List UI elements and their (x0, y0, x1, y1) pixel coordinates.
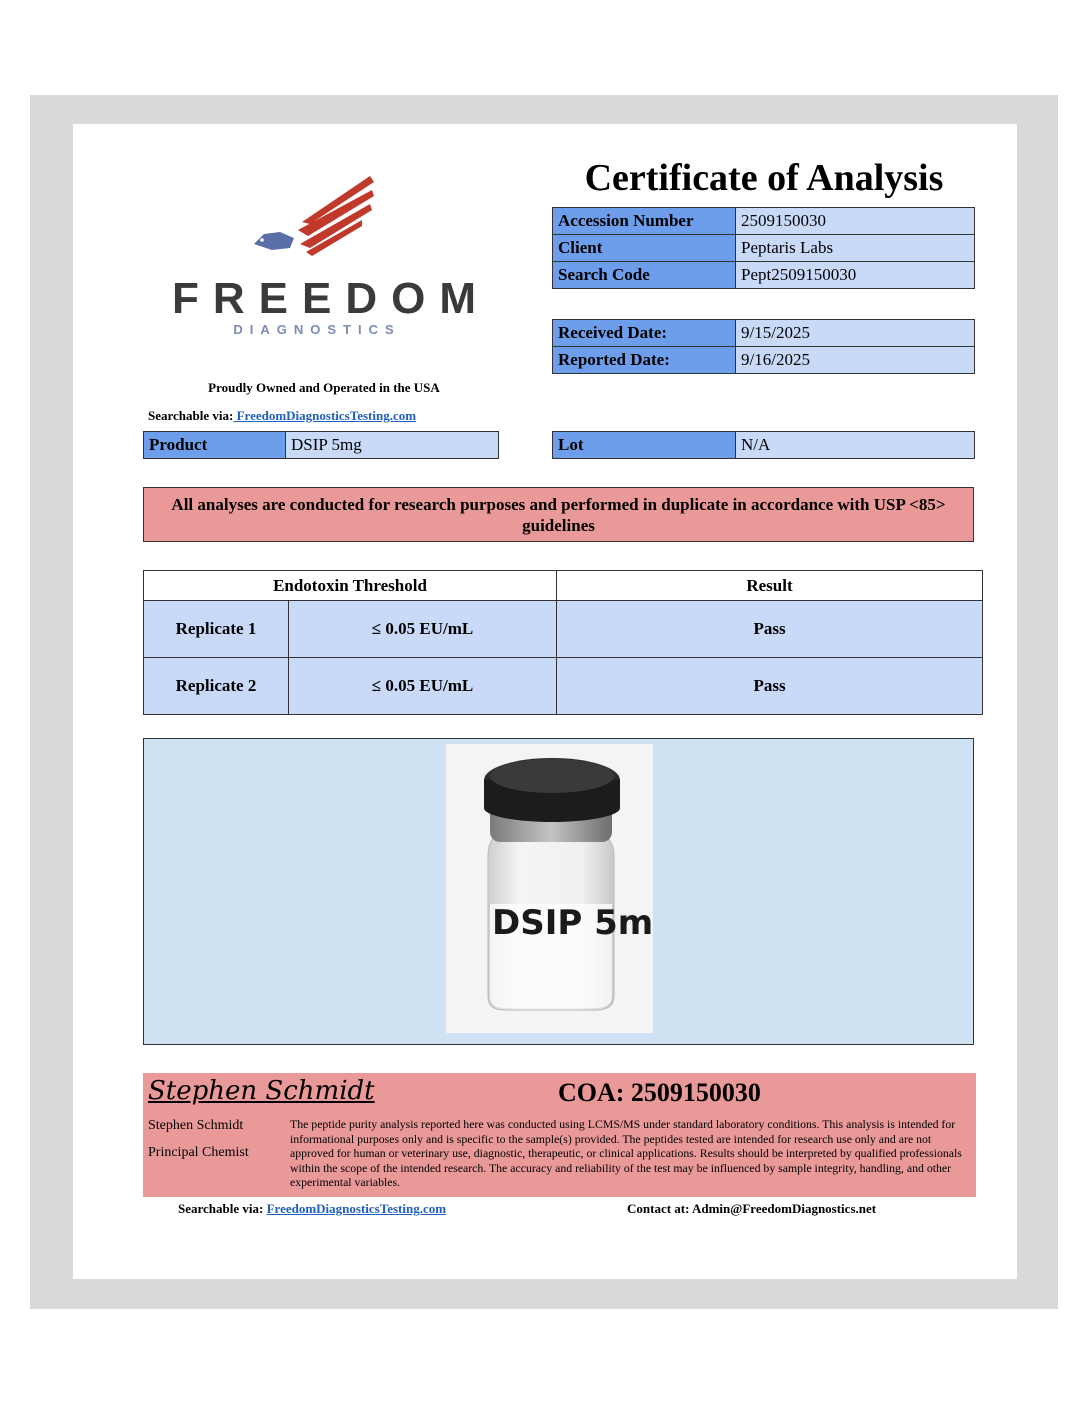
threshold-header: Endotoxin Threshold (144, 571, 557, 601)
eagle-flag-logo-icon (250, 172, 380, 262)
searchable-bottom (178, 1201, 446, 1217)
results-table (143, 570, 983, 715)
dates-table (552, 319, 975, 374)
product-label: Product (144, 432, 286, 459)
lot-label: Lot (553, 432, 736, 459)
lot-value: N/A (736, 432, 975, 459)
reported-value: 9/16/2025 (736, 347, 975, 374)
product-table (143, 431, 499, 459)
reported-label: Reported Date: (553, 347, 736, 374)
vial-label: DSIP 5m (492, 903, 653, 943)
signature: Stephen Schmidt (148, 1076, 375, 1106)
lot-table (552, 431, 975, 459)
signer-name: Stephen Schmidt (148, 1118, 244, 1133)
vial-photo (446, 744, 653, 1033)
threshold-cell: ≤ 0.05 EU/mL (289, 601, 557, 658)
accession-label: Accession Number (553, 208, 736, 235)
accession-value: 2509150030 (736, 208, 975, 235)
usp-notice: All analyses are conducted for research purposes and performed in duplicate in accordance with USP <85> guidelines (143, 487, 974, 542)
threshold-cell: ≤ 0.05 EU/mL (289, 658, 557, 715)
product-value: DSIP 5mg (286, 432, 499, 459)
logo-subtitle: DIAGNOSTICS (233, 322, 401, 337)
result-cell: Pass (557, 601, 983, 658)
owned-text: Proudly Owned and Operated in the USA (208, 380, 440, 395)
search-code-value: Pept2509150030 (736, 262, 975, 289)
logo-wordmark: FREEDOM (172, 274, 490, 323)
received-label: Received Date: (553, 320, 736, 347)
searchable-link[interactable]: FreedomDiagnosticsTesting.com (233, 408, 417, 423)
searchable-bottom-link[interactable]: FreedomDiagnosticsTesting.com (266, 1201, 447, 1216)
search-code-label: Search Code (553, 262, 736, 289)
signer-role: Principal Chemist (148, 1145, 249, 1160)
table-row (144, 658, 983, 715)
client-value: Peptaris Labs (736, 235, 975, 262)
searchable-label: Searchable via: (148, 408, 234, 423)
replicate-cell: Replicate 2 (144, 658, 289, 715)
client-label: Client (553, 235, 736, 262)
table-row (144, 601, 983, 658)
searchable-top (148, 408, 416, 424)
searchable-bottom-label: Searchable via: (178, 1201, 264, 1216)
disclaimer: The peptide purity analysis reported here was conducted using LCMS/MS under standard laboratory conditions. This analysis is intended for informational purposes only and is specific to the sample(s) provided. The peptides tested are intended for research use only and are not approved for human or veterinary use, diagnostic, therapeutic, or clinical applications. Results should be interpreted by qualified professionals within the scope of the intended research. The accuracy and reliability of the test may be influenced by sample integrity, handling, and other experimental variables. (290, 1117, 962, 1190)
page-title: Certificate of Analysis (584, 157, 944, 199)
coa-number: COA: 2509150030 (558, 1078, 761, 1107)
result-cell: Pass (557, 658, 983, 715)
received-value: 9/15/2025 (736, 320, 975, 347)
accession-table (552, 207, 975, 289)
replicate-cell: Replicate 1 (144, 601, 289, 658)
contact-text: Contact at: Admin@FreedomDiagnostics.net (627, 1201, 877, 1216)
result-header: Result (557, 571, 983, 601)
